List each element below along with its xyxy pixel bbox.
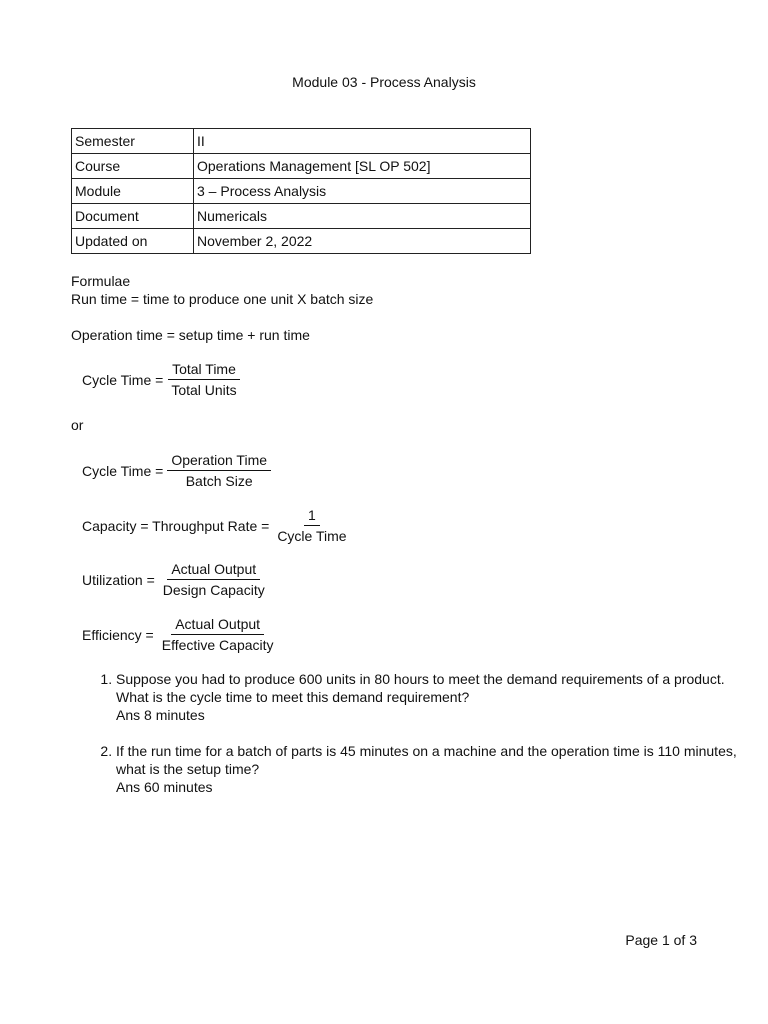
formula-lhs: Utilization = bbox=[82, 571, 155, 588]
numerator: Actual Output bbox=[167, 560, 260, 580]
table-key: Course bbox=[72, 154, 194, 179]
denominator: Total Units bbox=[171, 382, 237, 398]
table-row bbox=[72, 129, 531, 154]
cycle-time-formula-2 bbox=[82, 451, 271, 490]
denominator: Cycle Time bbox=[277, 528, 347, 544]
efficiency-formula bbox=[82, 615, 278, 654]
numerator: Operation Time bbox=[167, 451, 271, 471]
capacity-formula bbox=[82, 506, 351, 545]
formula-lhs: Cycle Time = bbox=[82, 462, 164, 479]
table-key: Updated on bbox=[72, 229, 194, 254]
or-separator: or bbox=[71, 417, 84, 433]
page-title: Module 03 - Process Analysis bbox=[292, 74, 476, 90]
numerator: Total Time bbox=[168, 360, 240, 380]
numerator: 1 bbox=[304, 506, 320, 526]
question-text: 1. Suppose you had to produce 600 units in 80 hours to meet the demand requirements of a product. What is the cycle time to meet this demand requirement? bbox=[116, 671, 725, 705]
table-value: Operations Management [SL OP 502] bbox=[194, 154, 531, 179]
question-answer: Ans 8 minutes bbox=[116, 707, 205, 723]
denominator: Design Capacity bbox=[162, 582, 265, 598]
question-item bbox=[116, 742, 746, 796]
cycle-time-formula-1 bbox=[82, 360, 241, 399]
formulae-heading: Formulae bbox=[71, 273, 131, 289]
denominator: Effective Capacity bbox=[161, 637, 274, 653]
formula-lhs: Cycle Time = bbox=[82, 371, 164, 388]
question-item bbox=[116, 670, 746, 724]
document-info-table bbox=[71, 128, 531, 254]
page-number: Page 1 of 3 bbox=[625, 932, 697, 948]
table-row bbox=[72, 229, 531, 254]
denominator: Batch Size bbox=[185, 473, 253, 489]
table-row bbox=[72, 204, 531, 229]
table-key: Module bbox=[72, 179, 194, 204]
table-value: II bbox=[194, 129, 531, 154]
fraction bbox=[167, 451, 271, 490]
run-time-definition: Run time = time to produce one unit X batch size bbox=[71, 291, 374, 307]
table-value: Numericals bbox=[194, 204, 531, 229]
fraction bbox=[167, 360, 240, 399]
question-answer: Ans 60 minutes bbox=[116, 779, 213, 795]
table-key: Semester bbox=[72, 129, 194, 154]
table-value: November 2, 2022 bbox=[194, 229, 531, 254]
numerator: Actual Output bbox=[171, 615, 264, 635]
table-row bbox=[72, 179, 531, 204]
fraction bbox=[159, 560, 269, 599]
table-key: Document bbox=[72, 204, 194, 229]
formula-lhs: Efficiency = bbox=[82, 626, 154, 643]
question-list bbox=[71, 670, 746, 814]
fraction bbox=[158, 615, 278, 654]
table-value: 3 – Process Analysis bbox=[194, 179, 531, 204]
utilization-formula bbox=[82, 560, 269, 599]
question-text: 2. If the run time for a batch of parts is 45 minutes on a machine and the operation time is 110 minutes, what is the setup time? bbox=[116, 743, 737, 777]
formula-lhs: Capacity = Throughput Rate = bbox=[82, 517, 270, 534]
fraction bbox=[273, 506, 350, 545]
operation-time-definition: Operation time = setup time + run time bbox=[71, 327, 310, 343]
table-row bbox=[72, 154, 531, 179]
